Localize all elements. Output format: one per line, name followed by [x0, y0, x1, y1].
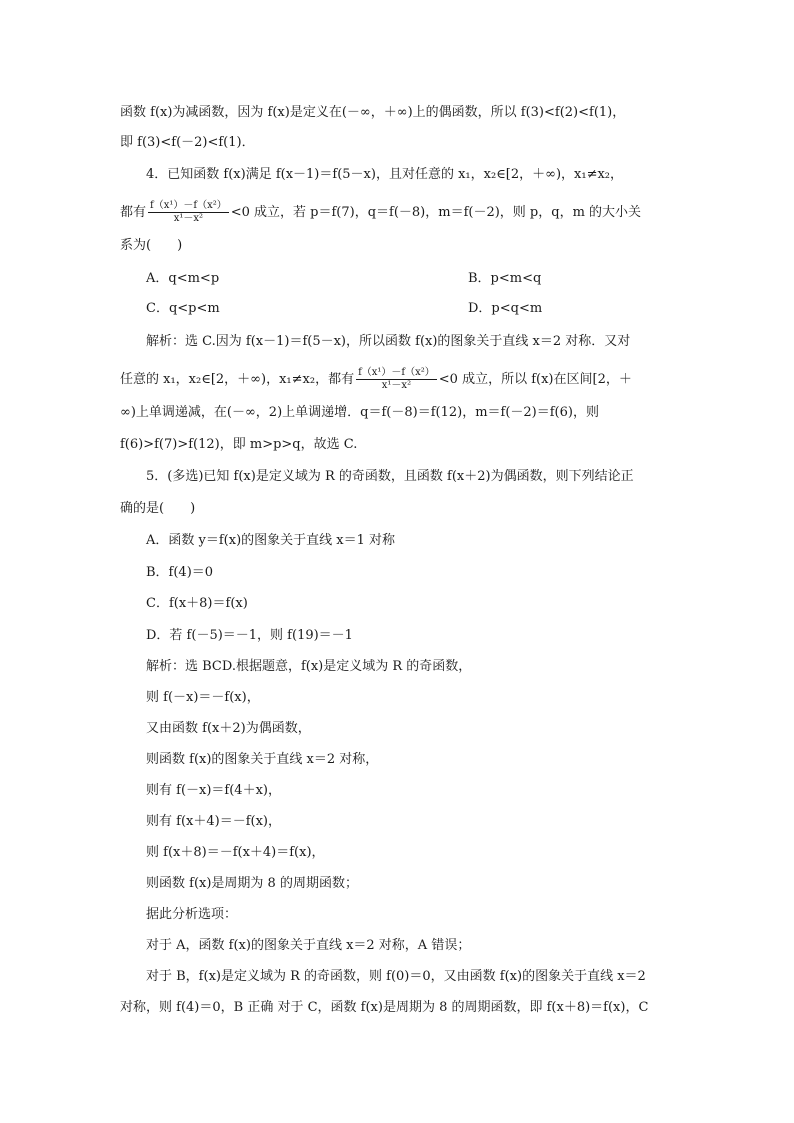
solution-5-line: 则 f(x＋8)＝－f(x＋4)＝f(x)， — [146, 845, 325, 860]
solution-5-line: 又由函数 f(x＋2)为偶函数， — [146, 721, 311, 736]
solution-5-line: 则函数 f(x)的图象关于直线 x＝2 对称， — [146, 752, 379, 767]
option-c: C．q<p<m — [146, 301, 220, 316]
solution-5-line: 解析：选 BCD.根据题意，f(x)是定义域为 R 的奇函数， — [146, 659, 472, 674]
option-d: D．p<q<m — [468, 301, 543, 316]
solution-5-line: 则有 f(x＋4)＝－f(x)， — [146, 814, 281, 829]
option-a: A．函数 y＝f(x)的图象关于直线 x＝1 对称 — [146, 533, 396, 548]
question-5-line: 确的是( ) — [120, 501, 196, 516]
paragraph-line: 即 f(3)<f(－2)<f(1)． — [120, 135, 255, 150]
fraction-numerator: f（x¹）－f（x²） — [358, 367, 435, 378]
solution-4-text: 任意的 x₁，x₂∈[2，＋∞)，x₁≠x₂，都有 — [120, 372, 355, 387]
option-d: D．若 f(－5)＝－1，则 f(19)＝－1 — [146, 628, 353, 643]
paragraph-line: 函数 f(x)为减函数，因为 f(x)是定义在(－∞，＋∞)上的偶函数，所以 f(3)<f(2)<f(1)， — [120, 105, 626, 120]
question-4-text: 都有 — [120, 205, 147, 220]
solution-5-line: 据此分析选项： — [146, 907, 238, 922]
solution-5-line: 对于 A，函数 f(x)的图象关于直线 x＝2 对称，A 错误； — [146, 938, 471, 953]
solution-5-line: 则 f(－x)＝－f(x)， — [146, 690, 260, 705]
option-b: B．p<m<q — [468, 271, 542, 286]
solution-4-line: ∞)上单调递减，在(－∞，2)上单调递增．q＝f(－8)＝f(12)，m＝f(－2)＝f(6)，则 — [120, 405, 599, 420]
fraction-numerator: f（x¹）－f（x²） — [150, 200, 227, 211]
question-4-line: 系为( ) — [120, 238, 183, 253]
question-5-line: 5．(多选)已知 f(x)是定义域为 R 的奇函数，且函数 f(x＋2)为偶函数，则下列结论正 — [146, 469, 634, 484]
option-a: A．q<m<p — [146, 271, 220, 286]
question-4-text: <0 成立，若 p＝f(7)，q＝f(－8)，m＝f(－2)，则 p，q，m 的大小关 — [230, 205, 642, 220]
solution-4-line: 解析：选 C.因为 f(x－1)＝f(5－x)，所以函数 f(x)的图象关于直线 x＝2 对称．又对 — [146, 334, 631, 349]
question-4-fraction — [148, 200, 229, 225]
fraction-denominator: x¹－x² — [381, 380, 412, 391]
option-b: B．f(4)＝0 — [146, 565, 214, 580]
option-c: C．f(x＋8)＝f(x) — [146, 596, 248, 611]
solution-4-text: <0 成立，所以 f(x)在区间[2，＋ — [438, 372, 632, 387]
question-4-line — [120, 200, 642, 224]
question-4-line: 4．已知函数 f(x)满足 f(x－1)＝f(5－x)，且对任意的 x₁，x₂∈[2，＋∞)，x₁≠x₂， — [146, 167, 624, 182]
solution-5-line: 则函数 f(x)是周期为 8 的周期函数； — [146, 876, 358, 891]
solution-4-line — [120, 367, 632, 391]
solution-4-fraction — [356, 367, 437, 392]
solution-5-line: 对于 B，f(x)是定义域为 R 的奇函数，则 f(0)＝0，又由函数 f(x)的图象关于直线 x＝2 — [146, 969, 646, 984]
fraction-denominator: x¹－x² — [173, 213, 204, 224]
solution-5-line: 则有 f(－x)＝f(4＋x)， — [146, 783, 281, 798]
solution-5-line: 对称，则 f(4)＝0，B 正确 对于 C，函数 f(x)是周期为 8 的周期函数，即 f(x＋8)＝f(x)，C — [120, 1000, 649, 1015]
solution-4-line: f(6)>f(7)>f(12)，即 m>p>q，故选 C. — [120, 437, 358, 452]
